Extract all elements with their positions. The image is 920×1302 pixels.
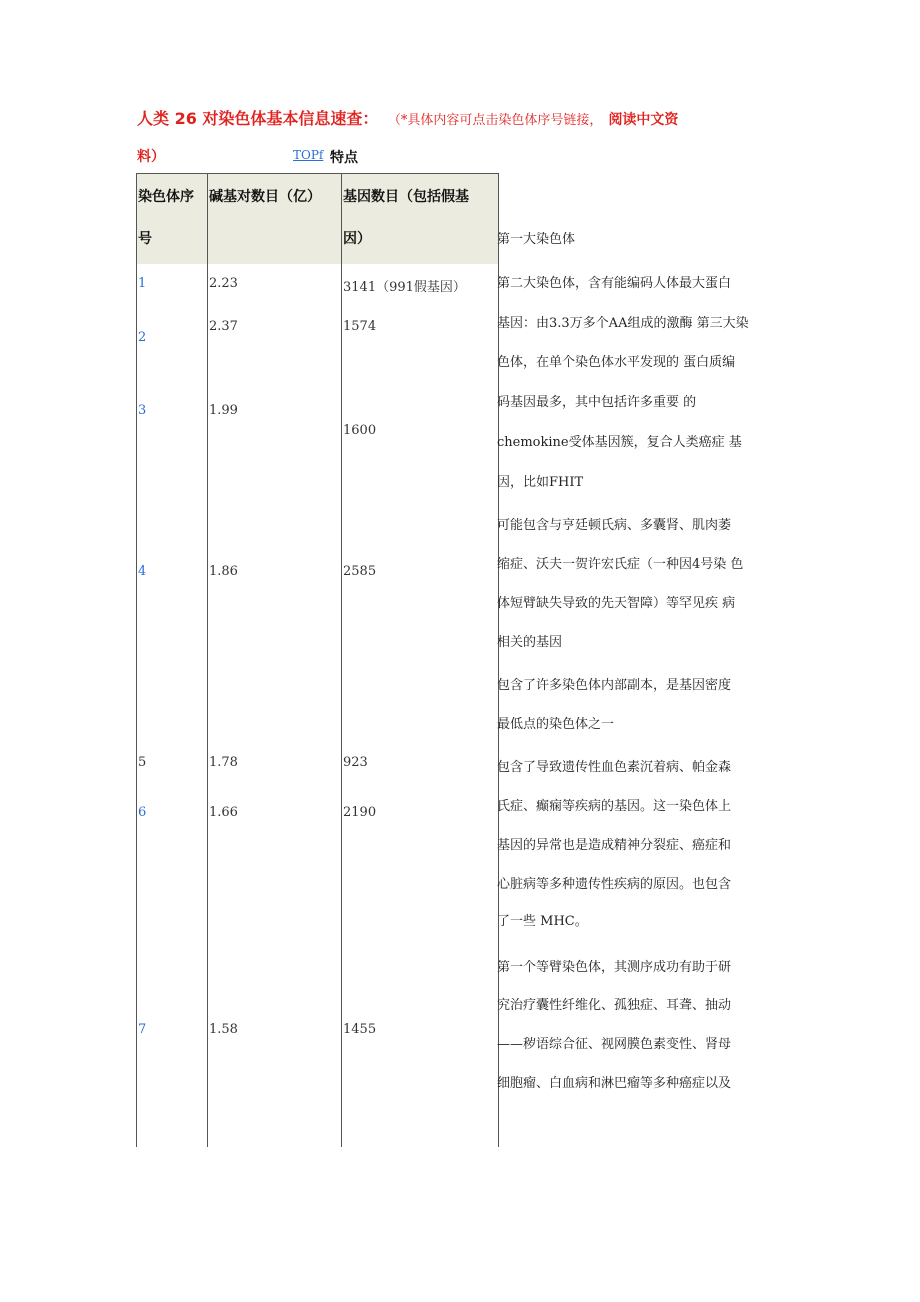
feature-line: 了一些 MHC。: [497, 914, 588, 929]
title-line2: 料）: [137, 149, 165, 165]
base-pairs-6: 1.66: [209, 805, 238, 820]
gene-count-4: 2585: [343, 564, 377, 579]
feature-line: 基因：由3.3万多个AA组成的激酶 第三大染: [497, 316, 749, 331]
feature-line: 细胞瘤、白血病和淋巴瘤等多种癌症以及: [497, 1076, 732, 1091]
feature-line: 包含了许多染色体内部副本，是基因密度: [497, 678, 732, 693]
feature-line: 最低点的染色体之一: [497, 717, 615, 732]
chromosome-link-7[interactable]: 7: [138, 1022, 147, 1037]
feature-line: 因，比如FHIT: [497, 475, 584, 490]
feature-line: 第二大染色体，含有能编码人体最大蛋白: [497, 276, 732, 291]
feature-line: 基因的异常也是造成精神分裂症、癌症和: [497, 838, 732, 853]
feature-line: 相关的基因: [497, 635, 563, 650]
column-divider: [341, 174, 342, 1147]
feature-line: 色体，在单个染色体水平发现的 蛋白质编: [497, 355, 736, 370]
header-base-pairs: 碱基对数目（亿）: [209, 189, 321, 205]
chromosome-link-4[interactable]: 4: [138, 564, 147, 579]
base-pairs-2: 2.37: [209, 319, 238, 334]
feature-line: 码基因最多，其中包括许多重要 的: [497, 395, 697, 410]
header-gene-count: 基因数目（包括假基 因）: [343, 189, 469, 247]
page-title: [137, 106, 678, 129]
gene-count-2: 1574: [343, 319, 377, 334]
chromosome-table: [136, 173, 499, 1147]
gene-count-1: 3141（991假基因）: [343, 280, 466, 295]
feature-line: 究治疗囊性纤维化、孤独症、耳聋、抽动: [497, 998, 732, 1013]
base-pairs-5: 1.78: [209, 755, 238, 770]
chromosome-5: 5: [138, 755, 147, 770]
feature-line: 氏症、癫痫等疾病的基因。这一染色体上: [497, 799, 732, 814]
gene-count-7: 1455: [343, 1022, 377, 1037]
base-pairs-7: 1.58: [209, 1022, 238, 1037]
feature-line: 第一大染色体: [497, 232, 576, 247]
feature-line: 包含了导致遗传性血色素沉着病、帕金森: [497, 760, 732, 775]
chromosome-link-2[interactable]: 2: [138, 330, 147, 345]
gene-count-5: 923: [343, 755, 368, 770]
feature-line: ——秽语综合征、视网膜色素变性、肾母: [497, 1037, 732, 1052]
column-divider: [207, 174, 208, 1147]
title-note: （*具体内容可点击染色体序号链接，: [394, 113, 603, 128]
base-pairs-3: 1.99: [209, 403, 238, 418]
gene-count-3: 1600: [343, 423, 377, 438]
feature-line: chemokine受体基因簇，复合人类癌症 基: [497, 435, 742, 450]
gene-count-6: 2190: [343, 805, 377, 820]
title-note-bold: 阅读中文资: [608, 112, 679, 128]
feature-line: 心脏病等多种遗传性疾病的原因。也包含: [497, 877, 732, 892]
chromosome-link-1[interactable]: 1: [138, 276, 147, 291]
top-link[interactable]: TOPf: [293, 148, 324, 162]
base-pairs-1: 2.23: [209, 276, 238, 291]
base-pairs-4: 1.86: [209, 564, 238, 579]
feature-line: 可能包含与亨廷顿氏病、多囊肾、肌肉萎: [497, 518, 732, 533]
feature-line: 体短臂缺失导致的先天智障）等罕见疾 病: [497, 596, 736, 611]
header-chromosome: 染色体序 号: [138, 189, 194, 247]
feature-line: 第一个等臂染色体，其测序成功有助于研: [497, 960, 732, 975]
chromosome-link-3[interactable]: 3: [138, 403, 147, 418]
feature-line: 缩症、沃夫一贺许宏氏症（一种因4号染 色: [497, 557, 744, 572]
chromosome-link-6[interactable]: 6: [138, 805, 147, 820]
feature-column-header: 特点: [330, 150, 358, 166]
title-main: 人类 26 对染色体基本信息速查：: [137, 109, 379, 128]
